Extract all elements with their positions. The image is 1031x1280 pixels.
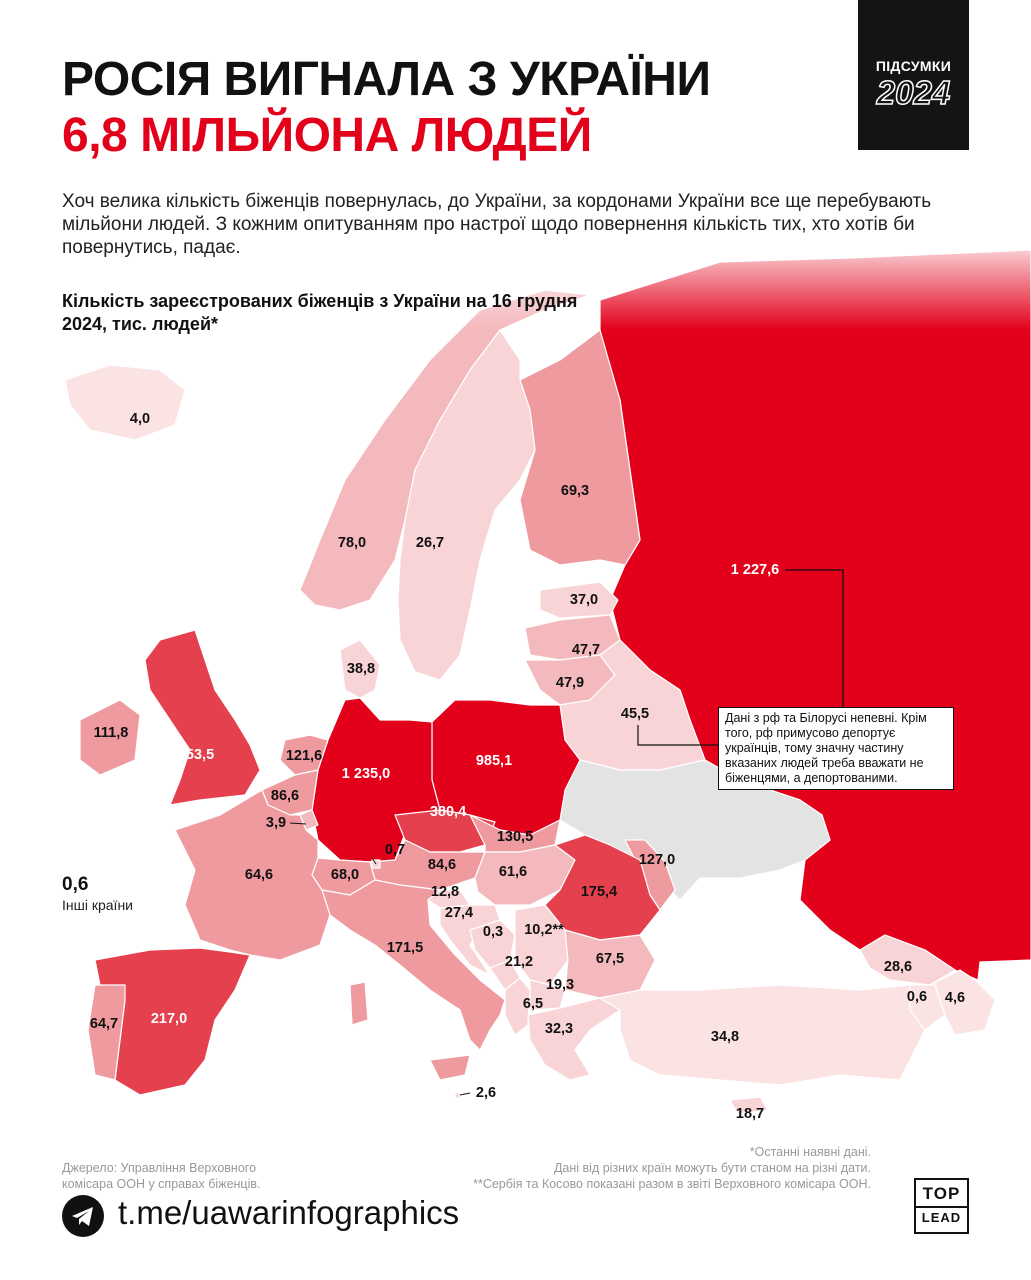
value-italy: 171,5 (386, 940, 424, 956)
value-armenia: 0,6 (906, 989, 928, 1005)
value-romania: 175,4 (580, 884, 618, 900)
telegram-icon[interactable] (62, 1195, 104, 1237)
map-subtitle: Кількість зареєстрованих біженців з України на 16 грудня 2024, тис. людей* (62, 291, 578, 334)
value-poland: 985,1 (475, 753, 513, 769)
map-uk (145, 630, 260, 805)
value-luxembourg: 3,9 (265, 815, 287, 831)
value-slovenia: 12,8 (430, 884, 460, 900)
value-iceland: 4,0 (129, 411, 151, 427)
value-switzerland: 68,0 (330, 867, 360, 883)
badge-label: ПІДСУМКИ (875, 58, 952, 74)
value-cyprus: 18,7 (735, 1106, 765, 1122)
value-malta: 2,6 (475, 1085, 497, 1101)
map-malta (455, 1093, 460, 1098)
other-countries-label: Інші країни (62, 897, 133, 913)
title-line-1: РОСІЯ ВИГНАЛА З УКРАЇНИ (62, 53, 711, 106)
value-latvia: 47,7 (571, 642, 601, 658)
badge-year: 2024 (876, 74, 951, 111)
value-spain: 217,0 (150, 1011, 188, 1027)
malta-leader-line (460, 1093, 470, 1095)
value-norway: 78,0 (337, 535, 367, 551)
footnote-2: Дані від різних країн можуть бути станом на різні дати. (553, 1161, 871, 1175)
value-bosnia: 0,3 (482, 924, 504, 940)
value-uk: 253,5 (177, 747, 215, 763)
logo-bottom-text: LEAD (921, 1210, 962, 1225)
footnote-3: **Сербія та Косово показані разом в звіті Верховного комісара ООН. (473, 1177, 871, 1191)
value-liechtenstein: 0,7 (384, 842, 406, 858)
source-line-1: Джерело: Управління Верховного (62, 1161, 257, 1175)
value-netherlands: 121,6 (285, 748, 323, 764)
logo-top-text: TOP (922, 1184, 961, 1203)
value-hungary: 61,6 (498, 864, 528, 880)
value-bulgaria: 67,5 (595, 951, 625, 967)
value-north-macedonia: 19,3 (545, 977, 575, 993)
source-note (62, 1160, 260, 1192)
value-austria: 84,6 (427, 857, 457, 873)
value-portugal: 64,7 (89, 1016, 119, 1032)
map-turkey (600, 985, 928, 1085)
value-belgium: 86,6 (270, 788, 300, 804)
value-czechia: 380,4 (429, 804, 467, 820)
value-turkey: 34,8 (710, 1029, 740, 1045)
value-serbia: 10,2** (524, 922, 564, 938)
value-slovakia: 130,5 (496, 829, 534, 845)
other-countries-value: 0,6 (62, 874, 89, 895)
telegram-link[interactable]: t.me/uawarinfographics (118, 1194, 460, 1231)
value-ireland: 111,8 (93, 725, 129, 741)
value-france: 64,6 (244, 867, 274, 883)
value-russia: 1 227,6 (730, 562, 780, 578)
value-croatia: 27,4 (444, 905, 474, 921)
footnotes (473, 1144, 871, 1192)
toplead-logo (914, 1178, 969, 1234)
map-iceland (65, 365, 185, 440)
footnote-1: *Останні наявні дані. (749, 1145, 871, 1159)
value-denmark: 38,8 (346, 661, 376, 677)
source-line-2: комісара ООН у справах біженців. (62, 1177, 261, 1191)
title-line-2: 6,8 МІЛЬЙОНА ЛЮДЕЙ (62, 109, 592, 162)
map-sicily (430, 1055, 470, 1080)
value-germany: 1 235,0 (341, 766, 391, 782)
value-georgia: 28,6 (883, 959, 913, 975)
value-sweden: 26,7 (415, 535, 445, 551)
summary-badge (858, 0, 969, 150)
value-moldova: 127,0 (638, 852, 676, 868)
russia-belarus-note: Дані з рф та Білорусі непевні. Крім того, рф примусово депортує українців, тому значну частину вказаних людей треба вважати не біженцями, а депортованими. (718, 707, 954, 790)
map-sardinia (350, 982, 368, 1025)
value-albania: 6,5 (522, 996, 544, 1012)
value-estonia: 37,0 (569, 592, 599, 608)
intro-text: Хоч велика кількість біженців повернулась, до України, за кордонами України все ще перебувають мільйони людей. З кожним опитуванням про настрої щодо повернення кількість тих, хто хотів би повернутись, падає. (62, 191, 932, 258)
value-azerbaijan: 4,6 (944, 990, 966, 1006)
value-belarus: 45,5 (620, 706, 650, 722)
value-montenegro: 21,2 (504, 954, 534, 970)
value-finland: 69,3 (560, 483, 590, 499)
value-greece: 32,3 (544, 1021, 574, 1037)
value-lithuania: 47,9 (555, 675, 585, 691)
